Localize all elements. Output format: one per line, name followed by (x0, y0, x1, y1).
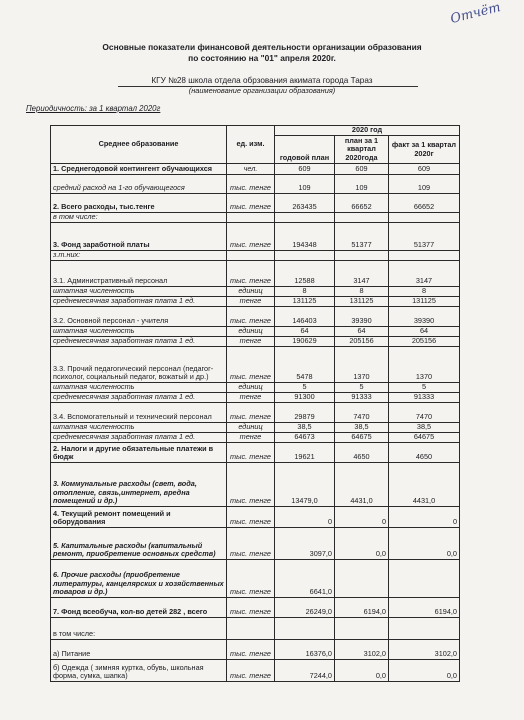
table-row (51, 327, 460, 337)
row-unit: тыс. тенге (227, 598, 275, 618)
row-fact (389, 251, 460, 261)
row-fact: 4431,0 (389, 463, 460, 507)
row-plan: 0,0 (335, 660, 389, 682)
report-date: по состоянию на "01" апреля 2020г. (188, 53, 336, 63)
row-unit: тенге (227, 393, 275, 403)
row-unit: тенге (227, 433, 275, 443)
header-fact-q1: факт за 1 квартал 2020г (389, 136, 460, 164)
row-budget: 8 (275, 287, 335, 297)
table-row (51, 443, 460, 463)
row-plan: 66652 (335, 194, 389, 213)
row-label: 2. Налоги и другие обязательные платежи в бюдж (51, 443, 227, 463)
table-row (51, 223, 460, 251)
row-fact: 64675 (389, 433, 460, 443)
row-label: среднемесячная заработная плата 1 ед. (51, 337, 227, 347)
row-fact: 38,5 (389, 423, 460, 433)
header-year: 2020 год (275, 126, 460, 136)
row-plan: 6194,0 (335, 598, 389, 618)
row-unit: тыс. тенге (227, 640, 275, 660)
row-label: 4. Текущий ремонт помещений и оборудования (51, 507, 227, 528)
header-budget: годовой план (275, 136, 335, 164)
row-budget: 5478 (275, 347, 335, 383)
row-budget: 7244,0 (275, 660, 335, 682)
row-budget (275, 213, 335, 223)
table-row (51, 261, 460, 287)
row-label: 3. Коммунальные расходы (свет, вода, отопление, связь,интернет, вредна помещений и др.) (51, 463, 227, 507)
row-fact (389, 618, 460, 640)
row-unit: тыс. тенге (227, 261, 275, 287)
row-budget: 3097,0 (275, 528, 335, 560)
row-fact: 5 (389, 383, 460, 393)
row-fact: 0,0 (389, 528, 460, 560)
row-label: 5. Капитальные расходы (капитальный ремонт, приобретение основных средств) (51, 528, 227, 560)
row-budget: 263435 (275, 194, 335, 213)
table-row (51, 463, 460, 507)
table-row (51, 640, 460, 660)
row-unit (227, 618, 275, 640)
header-plan-q1: план за 1 квартал 2020года (335, 136, 389, 164)
table-row (51, 560, 460, 598)
row-fact (389, 560, 460, 598)
row-budget: 64 (275, 327, 335, 337)
row-budget: 146403 (275, 307, 335, 327)
row-fact: 0,0 (389, 660, 460, 682)
row-fact: 4650 (389, 443, 460, 463)
table-row (51, 297, 460, 307)
row-plan: 3147 (335, 261, 389, 287)
row-label: штатная численность (51, 383, 227, 393)
row-unit: тенге (227, 297, 275, 307)
table-row (51, 660, 460, 682)
table-row (51, 194, 460, 213)
row-budget: 609 (275, 164, 335, 175)
table-row (51, 164, 460, 175)
row-plan: 64675 (335, 433, 389, 443)
row-plan: 109 (335, 175, 389, 194)
row-label: 2. Всего расходы, тыс.тенге (51, 194, 227, 213)
row-plan: 64 (335, 327, 389, 337)
row-unit: тыс. тенге (227, 307, 275, 327)
periodicity: Периодичность: за 1 квартал 2020г (26, 104, 161, 113)
row-fact: 109 (389, 175, 460, 194)
row-budget: 38,5 (275, 423, 335, 433)
organization-caption: (наименование организации образования) (188, 86, 336, 95)
row-unit: единиц (227, 327, 275, 337)
table-row (51, 507, 460, 528)
row-fact: 8 (389, 287, 460, 297)
row-label: среднемесячная заработная плата 1 ед. (51, 297, 227, 307)
row-plan: 609 (335, 164, 389, 175)
row-unit: тыс. тенге (227, 560, 275, 598)
row-plan: 205156 (335, 337, 389, 347)
row-unit: тыс. тенге (227, 175, 275, 194)
table-row (51, 337, 460, 347)
row-plan: 3102,0 (335, 640, 389, 660)
row-fact: 64 (389, 327, 460, 337)
row-fact: 3147 (389, 261, 460, 287)
row-unit: единиц (227, 423, 275, 433)
row-plan: 39390 (335, 307, 389, 327)
row-plan: 51377 (335, 223, 389, 251)
row-unit: тыс. тенге (227, 660, 275, 682)
row-budget: 13479,0 (275, 463, 335, 507)
table-row (51, 347, 460, 383)
row-plan: 38,5 (335, 423, 389, 433)
row-label: б) Одежда ( зимняя куртка, обувь, школьная форма, сумка, шапка) (51, 660, 227, 682)
row-budget: 109 (275, 175, 335, 194)
row-fact: 91333 (389, 393, 460, 403)
row-fact: 66652 (389, 194, 460, 213)
table-row (51, 307, 460, 327)
row-budget: 190629 (275, 337, 335, 347)
row-budget: 29879 (275, 403, 335, 423)
financial-table (50, 125, 460, 682)
row-label: 3. Фонд заработной платы (51, 223, 227, 251)
table-row (51, 423, 460, 433)
row-plan: 4650 (335, 443, 389, 463)
row-label: а) Питание (51, 640, 227, 660)
row-budget (275, 618, 335, 640)
table-row (51, 393, 460, 403)
row-unit: единиц (227, 287, 275, 297)
row-fact: 131125 (389, 297, 460, 307)
row-fact (389, 213, 460, 223)
row-label: штатная численность (51, 423, 227, 433)
row-plan: 0,0 (335, 528, 389, 560)
table-row (51, 403, 460, 423)
report-title: Основные показатели финансовой деятельности организации образования (102, 42, 422, 52)
row-plan: 131125 (335, 297, 389, 307)
row-fact: 205156 (389, 337, 460, 347)
row-plan: 5 (335, 383, 389, 393)
row-budget: 19621 (275, 443, 335, 463)
row-unit: тыс. тенге (227, 347, 275, 383)
row-unit (227, 213, 275, 223)
row-unit: чел. (227, 164, 275, 175)
row-label: 6. Прочие расходы (приобретение литературы, канцелярских и хозяйственных товаров и др.) (51, 560, 227, 598)
row-plan: 8 (335, 287, 389, 297)
header-unit: ед. изм. (227, 126, 275, 164)
table-row (51, 383, 460, 393)
row-budget: 194348 (275, 223, 335, 251)
table-row (51, 213, 460, 223)
row-fact: 6194,0 (389, 598, 460, 618)
row-label: з.т.них: (51, 251, 227, 261)
row-budget: 5 (275, 383, 335, 393)
row-unit: тыс. тенге (227, 528, 275, 560)
row-budget: 91300 (275, 393, 335, 403)
row-label: 7. Фонд всеобуча, кол-во детей 282 , всего (51, 598, 227, 618)
row-plan (335, 560, 389, 598)
table-row (51, 433, 460, 443)
row-fact: 39390 (389, 307, 460, 327)
row-fact: 7470 (389, 403, 460, 423)
row-budget: 64673 (275, 433, 335, 443)
row-unit: тыс. тенге (227, 507, 275, 528)
row-label: штатная численность (51, 327, 227, 337)
row-label: 3.4. Вспомогательный и технический персонал (51, 403, 227, 423)
row-label: 3.1. Административный персонал (51, 261, 227, 287)
row-budget (275, 251, 335, 261)
row-budget: 16376,0 (275, 640, 335, 660)
row-fact: 3102,0 (389, 640, 460, 660)
row-fact: 51377 (389, 223, 460, 251)
table-row (51, 251, 460, 261)
table-row (51, 175, 460, 194)
row-plan (335, 213, 389, 223)
row-label: 3.3. Прочий педагогический персонал (педагог-психолог, социальный педагог, вожатый и др.) (51, 347, 227, 383)
row-budget: 12588 (275, 261, 335, 287)
row-unit: тенге (227, 337, 275, 347)
handwritten-mark: Отчёт (448, 0, 503, 27)
row-unit: тыс. тенге (227, 443, 275, 463)
table-row (51, 528, 460, 560)
table-row (51, 618, 460, 640)
row-label: среднемесячная заработная плата 1 ед. (51, 393, 227, 403)
organization-name: КГУ №28 школа отдела обрзования акимата города Тараз (151, 76, 373, 85)
row-label: среднемесячная заработная плата 1 ед. (51, 433, 227, 443)
row-budget: 0 (275, 507, 335, 528)
row-plan: 4431,0 (335, 463, 389, 507)
row-unit (227, 251, 275, 261)
row-label: штатная численность (51, 287, 227, 297)
row-unit: тыс. тенге (227, 403, 275, 423)
row-plan: 1370 (335, 347, 389, 383)
row-unit: тыс. тенге (227, 194, 275, 213)
row-unit: единиц (227, 383, 275, 393)
row-plan: 91333 (335, 393, 389, 403)
row-unit: тыс. тенге (227, 463, 275, 507)
table-row (51, 598, 460, 618)
table-row (51, 287, 460, 297)
row-budget: 131125 (275, 297, 335, 307)
row-plan: 7470 (335, 403, 389, 423)
row-label: 1. Среднегодовой контингент обучающихся (51, 164, 227, 175)
row-fact: 609 (389, 164, 460, 175)
row-label: 3.2. Основной персонал - учителя (51, 307, 227, 327)
header-name: Среднее образование (51, 126, 227, 164)
row-budget: 6641,0 (275, 560, 335, 598)
row-budget: 26249,0 (275, 598, 335, 618)
row-label: в том числе: (51, 618, 227, 640)
row-fact: 0 (389, 507, 460, 528)
row-plan (335, 618, 389, 640)
row-label: в том числе: (51, 213, 227, 223)
row-unit: тыс. тенге (227, 223, 275, 251)
row-plan (335, 251, 389, 261)
row-plan: 0 (335, 507, 389, 528)
row-label: средний расход на 1-го обучающегося (51, 175, 227, 194)
row-fact: 1370 (389, 347, 460, 383)
